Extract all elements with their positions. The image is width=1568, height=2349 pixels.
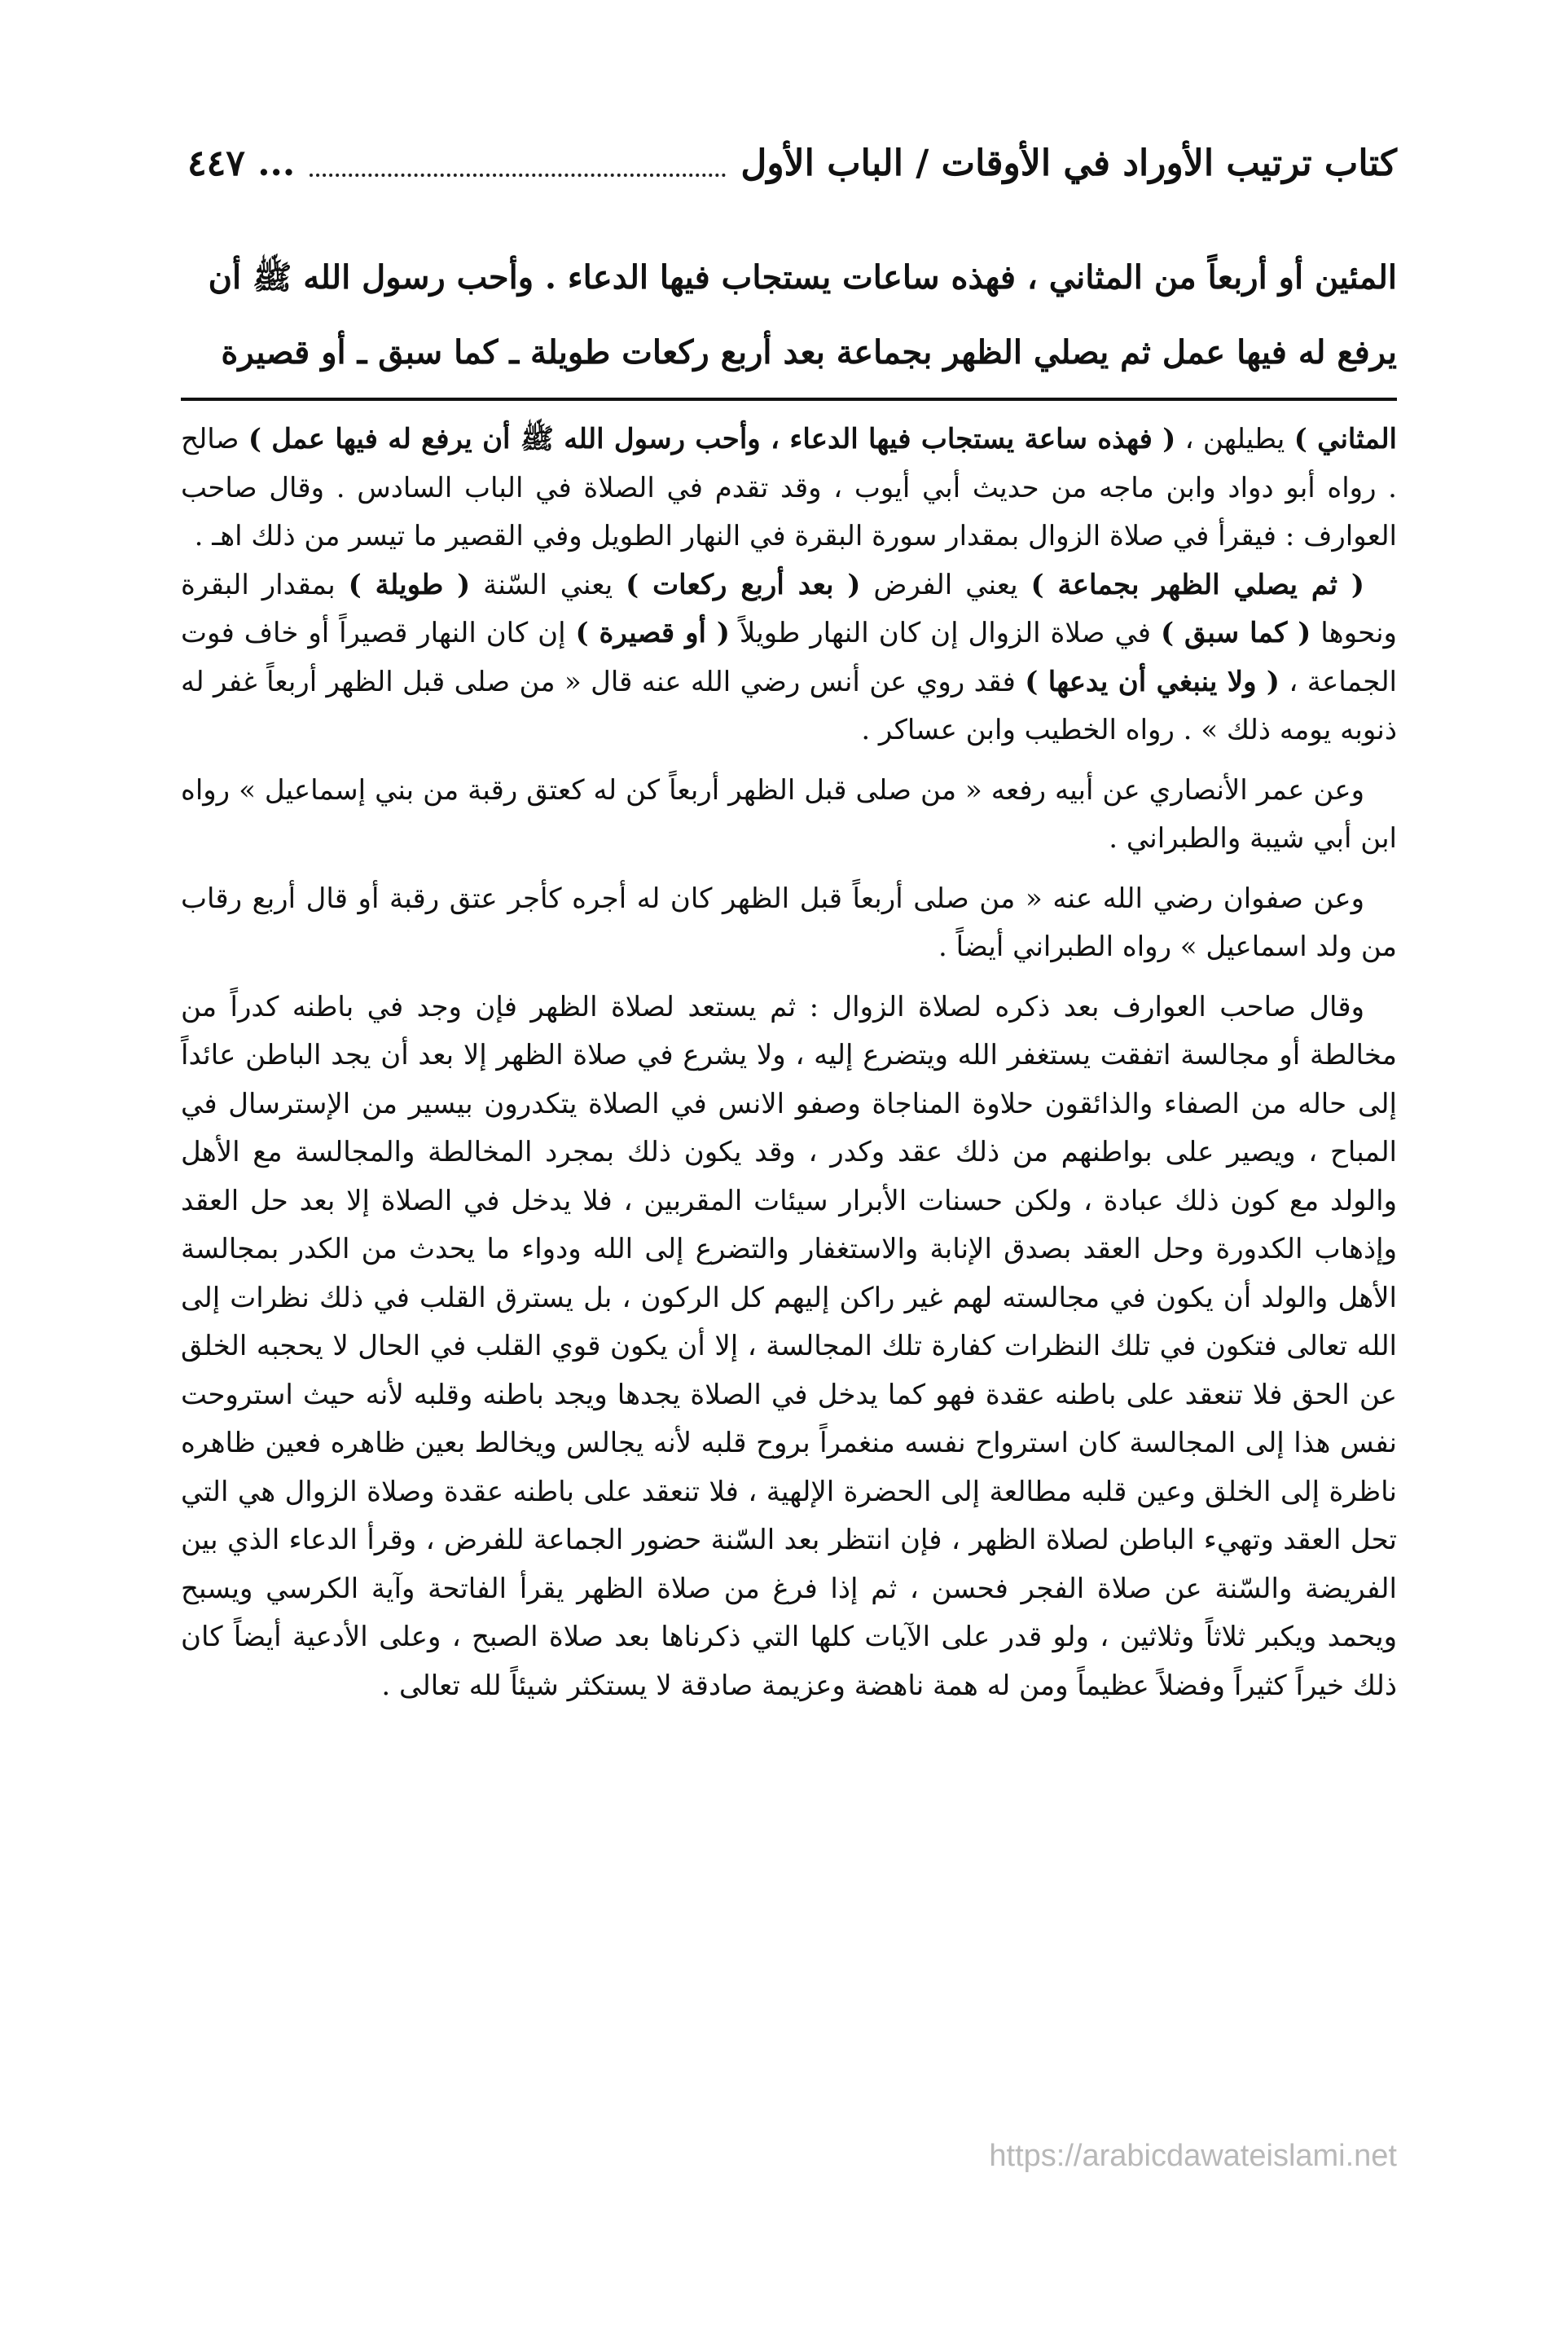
main-text-line: يرفع له فيها عمل ثم يصلي الظهر بجماعة بعد أربع ركعات طويلة ـ كما سبق ـ أو قصيرة [221, 333, 1397, 372]
commentary-text: إن كان النهار قصيراً أو خاف فوت الجماعة ، [181, 617, 1397, 698]
commentary-paragraph: وعن صفوان رضي الله عنه « من صلى أربعاً قبل الظهر كان له أجره كأجر عتق رقبة أو قال أربع رقاب من ولد اسماعيل » رواه الطبراني أيضاً . [181, 882, 1397, 963]
commentary-text: فقد روي عن أنس رضي الله عنه قال « من صلى قبل الظهر أربعاً غفر له ذنوبه يومه ذلك » . رواه الخطيب وابن عساكر . [181, 665, 1397, 746]
commentary-paragraph [181, 416, 1397, 561]
commentary-text: بمقدار البقرة ونحوها [181, 568, 1397, 649]
commentary-text: يعني الفرض [860, 568, 1031, 601]
commentary-text: يطيلهن ، [1175, 423, 1294, 455]
quoted-text: ( أو قصيرة ) [575, 617, 730, 649]
quoted-text: المثاني ) [1293, 423, 1398, 455]
page-number: ... ٤٤٧ [187, 142, 296, 184]
commentary-text: يعني السّنة [470, 568, 626, 601]
watermark: https://arabicdawateislami.net [989, 2139, 1397, 2173]
separator-rule [181, 398, 1397, 401]
commentary-text: في صلاة الزوال إن كان النهار طويلاً [730, 617, 1161, 649]
quoted-text: ( ثم يصلي الظهر بجماعة ) [1030, 568, 1365, 601]
quoted-text: ( كما سبق ) [1160, 617, 1311, 649]
running-header [187, 130, 1397, 196]
header-dot-leader [310, 170, 726, 177]
quoted-text: ( فهذه ساعة يستجاب فيها الدعاء ، وأحب رسول الله ﷺ أن يرفع له فيها عمل ) [248, 423, 1176, 455]
main-text [181, 240, 1397, 390]
header-title: كتاب ترتيب الأوراد في الأوقات / الباب الأول [740, 142, 1397, 184]
quoted-text: ( بعد أربع ركعات ) [626, 568, 861, 601]
commentary-paragraph [181, 561, 1397, 755]
commentary-section [181, 416, 1397, 1710]
commentary-paragraph: وعن عمر الأنصاري عن أبيه رفعه « من صلى قبل الظهر أربعاً كن له كعتق رقبة من بني إسماعيل » رواه ابن أبي شيبة والطبراني . [181, 773, 1397, 855]
main-text-line: المئين أو أربعاً من المثاني ، فهذه ساعات يستجاب فيها الدعاء . وأحب رسول الله ﷺ أن [208, 258, 1397, 297]
quoted-text: ( ولا ينبغي أن يدعها ) [1025, 665, 1280, 698]
quoted-text: ( طويلة ) [348, 568, 471, 601]
commentary-paragraph: وقال صاحب العوارف بعد ذكره لصلاة الزوال : ثم يستعد لصلاة الظهر فإن وجد في باطنه كدراً من مخالطة أو مجالسة اتفقت يستغفر الله ويتضرع إليه ، ولا يشرع في صلاة الظهر إلا بعد أن يجد الباطن عائداً إلى حاله من الصفاء والذائقون حلاوة المناجاة وصفو الانس في الصلاة يتكدرون بيسير من الإسترسال في المباح ، ويصير على بواطنهم من ذلك عقد وكدر ، وقد يكون ذلك بمجرد المخالطة والمجالسة مع الأهل والولد مع كون ذلك عبادة ، ولكن حسنات الأبرار سيئات المقربين ، فلا يدخل في الصلاة إلا بعد حل العقد وإذهاب الكدورة وحل العقد بصدق الإنابة والاستغفار والتضرع إلى الله ودواء ما يحدث من الكدر بمجالسة الأهل والولد أن يكون في مجالسته لهم غير راكن إليهم كل الركون ، بل يسترق القلب في ذلك نظرات إلى الله تعالى فتكون في تلك النظرات كفارة تلك المجالسة ، إلا أن يكون قوي القلب في الحال لا يحجبه الخلق عن الحق فلا تنعقد على باطنه عقدة فهو كما يدخل في الصلاة يجدها ويجد باطنه وقلبه لأنه حيث استروحت نفس هذا إلى المجالسة كان استرواح نفسه منغمراً بروح قلبه لأنه يجالس ويخالط بعين ظاهره فعين ظاهره ناظرة إلى الخلق وعين قلبه مطالعة إلى الحضرة الإلهية ، فلا تنعقد على باطنه عقدة وصلاة الزوال هي التي تحل العقد وتهيء الباطن لصلاة الظهر ، فإن انتظر بعد السّنة حضور الجماعة للفرض ، وقرأ الدعاء الذي بين الفريضة والسّنة عن صلاة الفجر فحسن ، ثم إذا فرغ من صلاة الظهر يقرأ الفاتحة وآية الكرسي ويسبح ويحمد ويكبر ثلاثاً وثلاثين ، ولو قدر على الآيات كلها التي ذكرناها بعد صلاة الصبح ، وعلى الأدعية أيضاً كان ذلك خيراً كثيراً وفضلاً عظيماً ومن له همة ناهضة وعزيمة صادقة لا يستكثر شيئاً لله تعالى . [181, 990, 1398, 1702]
commentary-text: صالح . رواه أبو دواد وابن ماجه من حديث أبي أيوب ، وقد تقدم في الصلاة في الباب السادس . وقال صاحب العوارف : فيقرأ في صلاة الزوال بمقدار سورة البقرة في النهار الطويل وفي القصير ما تيسر من ذلك اهـ . [181, 423, 1397, 552]
